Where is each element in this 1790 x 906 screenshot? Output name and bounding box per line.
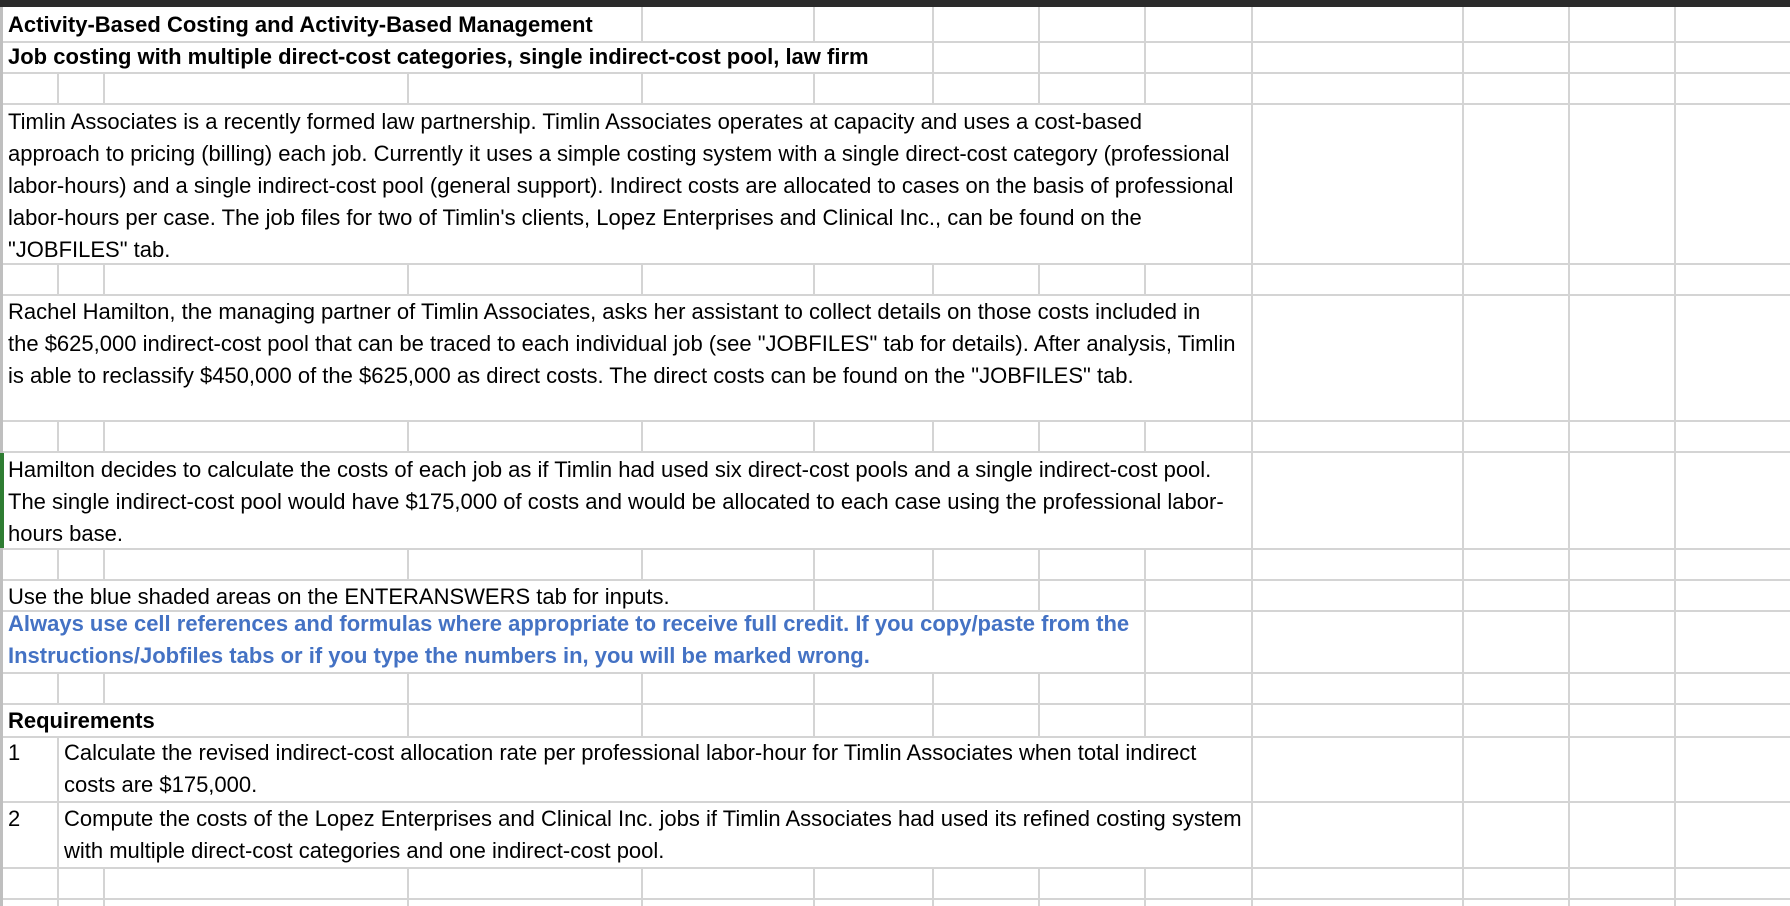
sheet-subtitle[interactable]: Job costing with multiple direct-cost categories, single indirect-cost pool, law firm bbox=[8, 44, 869, 69]
paragraph-line: "JOBFILES" tab. bbox=[8, 237, 171, 262]
requirements-heading[interactable]: Requirements bbox=[8, 708, 155, 733]
formula-warning-cell[interactable] bbox=[8, 608, 1129, 672]
paragraph-line: Rachel Hamilton, the managing partner of Timlin Associates, asks her assistant to collect details on those costs included in bbox=[8, 299, 1201, 324]
paragraph-line: the $625,000 indirect-cost pool that can be traced to each individual job (see "JOBFILES" tab for details). After analysis, Timlin bbox=[8, 331, 1236, 356]
input-note-cell[interactable]: Use the blue shaded areas on the ENTERANSWERS tab for inputs. bbox=[8, 584, 670, 609]
warning-line: Instructions/Jobfiles tabs or if you type the numbers in, you will be marked wrong. bbox=[8, 643, 870, 668]
paragraph-line: Timlin Associates is a recently formed law partnership. Timlin Associates operates at capacity and uses a cost-based bbox=[8, 109, 1142, 134]
paragraph-intro-cell[interactable] bbox=[8, 106, 1233, 266]
paragraph-line: Hamilton decides to calculate the costs of each job as if Timlin had used six direct-cost pools and a single indirect-cost pool. bbox=[8, 457, 1212, 482]
sheet-title[interactable]: Activity-Based Costing and Activity-Based Management bbox=[8, 12, 593, 37]
requirement-line: Compute the costs of the Lopez Enterprises and Clinical Inc. jobs if Timlin Associates had used its refined costing system bbox=[64, 806, 1242, 831]
requirement-line: with multiple direct-cost categories and one indirect-cost pool. bbox=[64, 838, 665, 863]
selected-cell-indicator bbox=[0, 453, 4, 548]
paragraph-line: hours base. bbox=[8, 521, 123, 546]
paragraph-line: is able to reclassify $450,000 of the $625,000 as direct costs. The direct costs can be found on the "JOBFILES" tab. bbox=[8, 363, 1134, 388]
paragraph-reclassify-cell[interactable] bbox=[8, 296, 1236, 392]
requirement-number-cell[interactable]: 2 bbox=[8, 806, 21, 831]
requirement-line: Calculate the revised indirect-cost allocation rate per professional labor-hour for Timlin Associates when total indirect bbox=[64, 740, 1197, 765]
requirement-line: costs are $175,000. bbox=[64, 772, 258, 797]
paragraph-line: labor-hours) and a single indirect-cost pool (general support). Indirect costs are allocated to cases on the basis of professional bbox=[8, 173, 1234, 198]
requirement-text-cell[interactable] bbox=[64, 737, 1196, 801]
paragraph-line: approach to pricing (billing) each job. Currently it uses a simple costing system with a single direct-cost category (professional bbox=[8, 141, 1230, 166]
paragraph-hamilton-cell[interactable] bbox=[8, 454, 1224, 550]
warning-line: Always use cell references and formulas where appropriate to receive full credit. If you copy/paste from the bbox=[8, 611, 1130, 636]
requirement-text-cell[interactable] bbox=[64, 803, 1242, 867]
requirement-number-cell[interactable]: 1 bbox=[8, 740, 21, 765]
paragraph-line: The single indirect-cost pool would have $175,000 of costs and would be allocated to each case using the professional labor- bbox=[8, 489, 1224, 514]
paragraph-line: labor-hours per case. The job files for two of Timlin's clients, Lopez Enterprises and Clinical Inc., can be found on the bbox=[8, 205, 1142, 230]
